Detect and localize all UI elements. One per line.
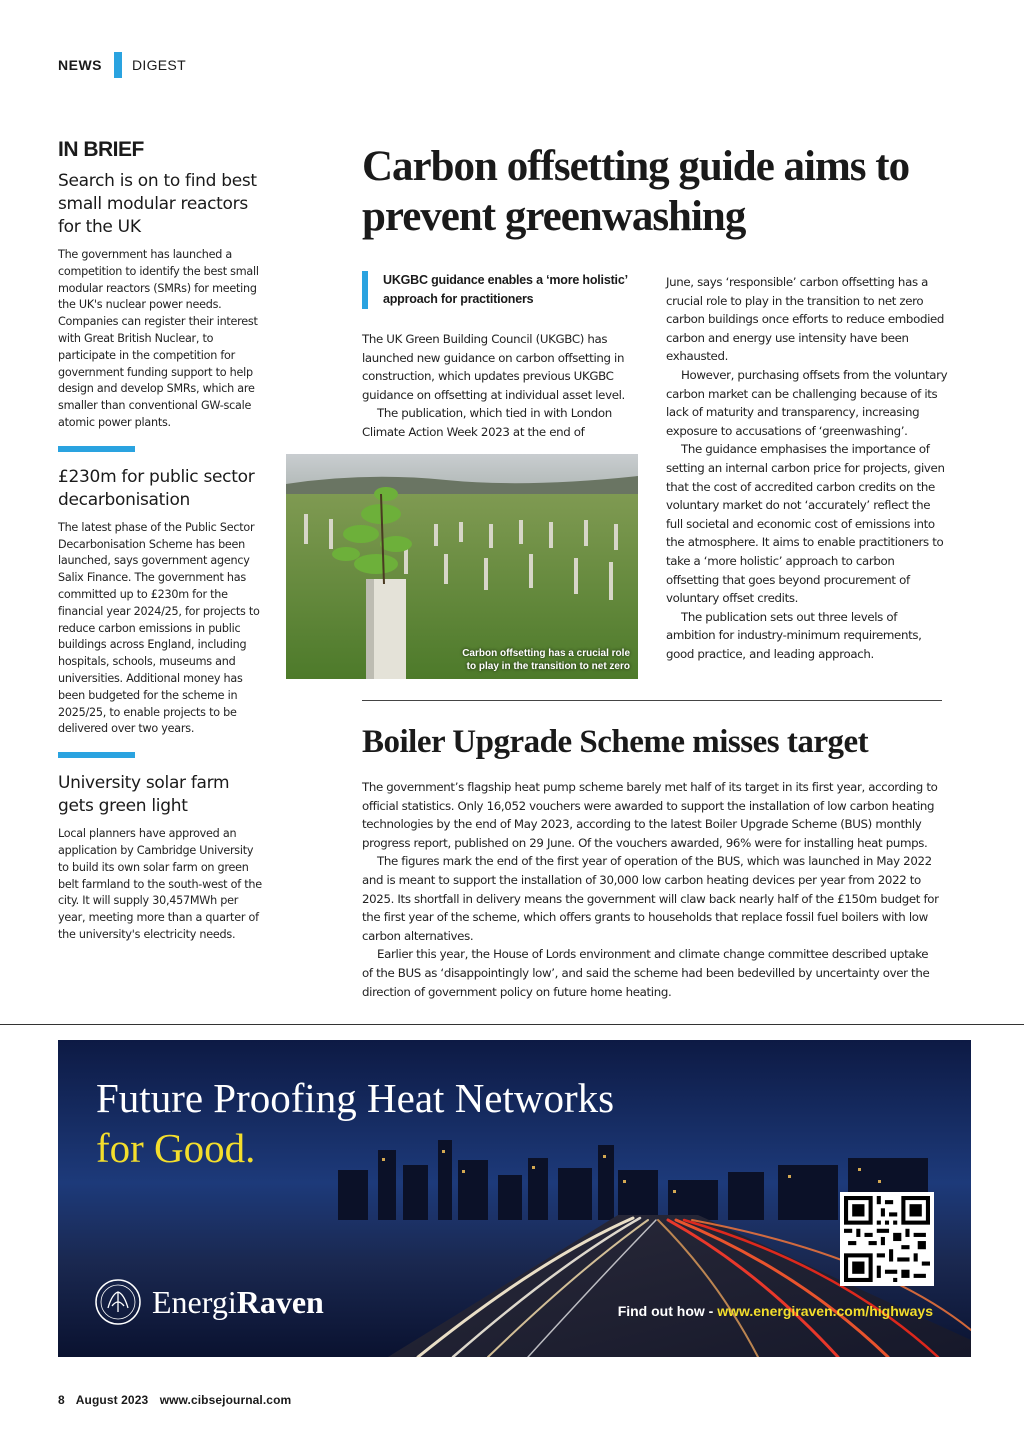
cta-prefix: Find out how - <box>617 1303 718 1319</box>
photo-caption <box>462 647 630 673</box>
brief-divider <box>58 752 135 758</box>
article-column-left <box>362 330 638 442</box>
in-brief-sidebar <box>58 138 263 944</box>
article-paragraph: The publication sets out three levels of ambition for industry-minimum requirements, good practice, and leading approach. <box>666 609 922 661</box>
advertisement-banner[interactable] <box>58 1040 971 1357</box>
brand-name-light: Energi <box>152 1283 237 1320</box>
brief-divider <box>58 446 135 452</box>
photo-caption-line: Carbon offsetting has a crucial role <box>462 648 630 659</box>
article-body <box>362 778 942 1001</box>
article-paragraph: The government’s flagship heat pump scheme barely met half of its target in its first year, according to official statistics. Only 16,052 vouchers were awarded to support the installation of low carbon heating technologies by the end of May 2023, according to the latest Boiler Upgrade Scheme (BUS) monthly progress report, published on 29 June. Of the vouchers awarded, 96% were for installing heat pumps. <box>362 780 938 850</box>
ad-call-to-action[interactable] <box>618 1303 933 1319</box>
sidebar-title: IN BRIEF <box>58 138 144 161</box>
brief-item <box>58 170 263 432</box>
journal-website: www.cibsejournal.com <box>159 1393 292 1407</box>
brief-heading: £230m for public sector decarbonisation <box>58 466 255 510</box>
article-headline: Carbon offsetting guide aims to prevent greenwashing <box>362 143 910 240</box>
brief-body: Local planners have approved an application by Cambridge University to build its own solar farm on green belt farmland to the south-west of the city. It will supply 30,457MWh per year, meeting more than a quarter of the university's electricity needs. <box>58 827 262 941</box>
subsection-label: DIGEST <box>132 57 186 73</box>
article-column-right <box>666 273 948 663</box>
raven-emblem-icon <box>94 1278 142 1326</box>
article-paragraph: June, says ‘responsible’ carbon offsetting has a crucial role to play in the transition to net zero carbon buildings once efforts to reduce embodied carbon and energy use intensity have been exhausted. <box>666 275 945 364</box>
article-paragraph: The UK Green Building Council (UKGBC) has launched new guidance on carbon offsetting in construction, which updates previous UKGBC guidance on offsetting at individual asset level. <box>362 332 625 402</box>
section-header <box>58 52 186 78</box>
article-paragraph: Earlier this year, the House of Lords environment and climate change committee described uptake of the BUS as ‘disappointingly low’, and said the scheme had been bedevilled by uncertainty over the direction of government policy on future home heating. <box>362 947 930 999</box>
article-paragraph: However, purchasing offsets from the voluntary carbon market can be challenging because of its lack of maturity and transparency, increasing exposure to accusations of ‘greenwashing’. <box>666 367 948 438</box>
article-paragraph: The publication, which tied in with London Climate Action Week 2023 at the end of <box>362 406 612 439</box>
photo-illustration <box>286 454 638 679</box>
tree-plantation-photo <box>286 454 638 679</box>
photo-caption-line: to play in the transition to net zero <box>466 661 630 672</box>
brief-heading: Search is on to find best small modular reactors for the UK <box>58 171 257 237</box>
article-divider <box>362 700 942 701</box>
page-divider <box>0 1024 1024 1025</box>
cta-url-link[interactable]: www.energiraven.com/highways <box>717 1303 933 1319</box>
brand-name-bold: Raven <box>236 1283 324 1320</box>
brand-name <box>152 1284 324 1321</box>
section-label: NEWS <box>58 57 102 73</box>
article-standfirst: UKGBC guidance enables a ‘more holistic’ approach for practitioners <box>362 271 632 309</box>
ad-headline: Future Proofing Heat Networks <box>96 1075 615 1121</box>
brief-heading: University solar farm gets green light <box>58 773 230 817</box>
section-divider <box>114 52 122 78</box>
brief-body: The government has launched a competition to identify the best small modular reactors (SMRs) for meeting the UK's nuclear power needs. Companies can register their interest with Great British Nuclear, to participate in the competition for government funding support to help design and develop SMRs, which are smaller than conventional GW-scale atomic power plants. <box>58 248 259 429</box>
article-paragraph: The guidance emphasises the importance of setting an internal carbon price for projects, given that the cost of accredited carbon credits on the voluntary market do not ‘accurately’ reflect the full societal and economic cost of emissions into the atmosphere. It aims to enable practitioners to take a ‘more holistic’ approach to carbon offsetting that goes beyond procurement of voluntary offset credits. <box>666 442 945 606</box>
qr-pattern <box>844 1196 930 1282</box>
brief-item <box>58 466 263 738</box>
ad-tagline: for Good. <box>96 1125 256 1171</box>
energiraven-logo <box>94 1278 324 1326</box>
brief-item <box>58 772 263 944</box>
qr-code-icon[interactable] <box>840 1192 934 1286</box>
issue-date: August 2023 <box>75 1393 149 1407</box>
page-footer <box>58 1393 299 1407</box>
brief-body: The latest phase of the Public Sector Decarbonisation Scheme has been launched, says government agency Salix Finance. The government has committed up to £230m for the financial year 2024/25, for projects to reduce carbon emissions in public buildings across England, including hospitals, schools, museums and universities. Additional money has been budgeted for the scheme in 2025/25, to enable projects to be delivered over two years. <box>58 520 260 736</box>
article-headline: Boiler Upgrade Scheme misses target <box>362 724 869 760</box>
page-number: 8 <box>58 1393 65 1407</box>
article-paragraph: The figures mark the end of the first year of operation of the BUS, which was launched in May 2022 and is meant to support the installation of 30,000 low carbon heating devices per year from 2022 to 2025. Its shortfall in delivery means the government will claw back nearly half of the £150m budget for the first year of the scheme, which offers grants to households that replace fossil fuel boilers with low carbon alternatives. <box>362 854 939 943</box>
